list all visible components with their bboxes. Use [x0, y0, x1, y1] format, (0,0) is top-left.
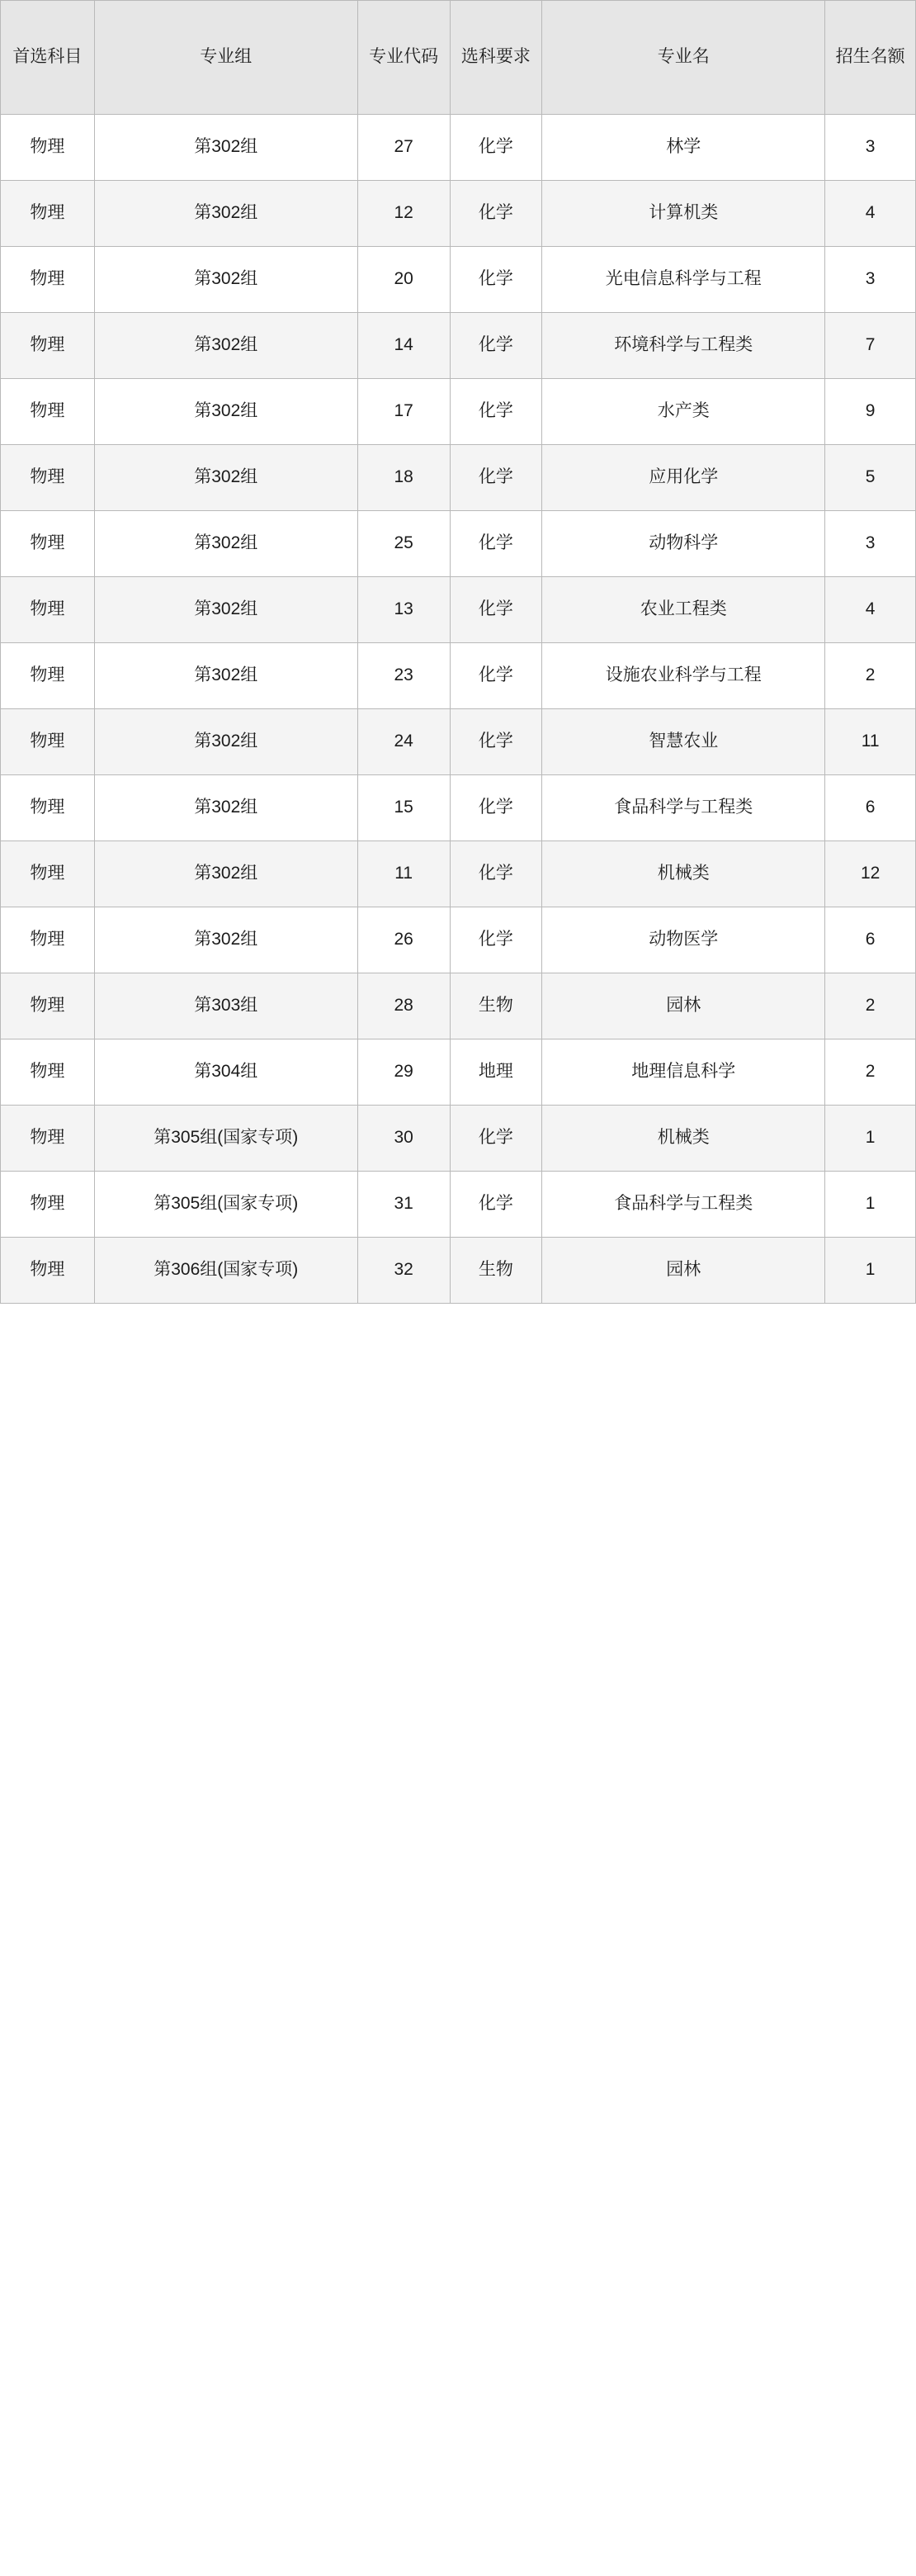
cell-major: 食品科学与工程类 [542, 775, 825, 841]
cell-major: 农业工程类 [542, 577, 825, 643]
table-row [1, 1039, 916, 1106]
table-row [1, 907, 916, 973]
cell-major: 食品科学与工程类 [542, 1172, 825, 1238]
table-header-row [1, 1, 916, 115]
cell-code: 23 [357, 643, 450, 709]
cell-subject: 物理 [1, 577, 95, 643]
cell-quota: 4 [825, 181, 916, 247]
cell-requirement: 化学 [450, 247, 542, 313]
cell-group: 第302组 [94, 907, 357, 973]
cell-requirement: 化学 [450, 775, 542, 841]
cell-quota: 3 [825, 247, 916, 313]
table-row [1, 313, 916, 379]
cell-group: 第302组 [94, 709, 357, 775]
table-row [1, 775, 916, 841]
cell-quota: 5 [825, 445, 916, 511]
cell-major: 园林 [542, 973, 825, 1039]
table-row [1, 577, 916, 643]
cell-requirement: 化学 [450, 511, 542, 577]
table-row [1, 181, 916, 247]
cell-code: 17 [357, 379, 450, 445]
cell-subject: 物理 [1, 841, 95, 907]
cell-group: 第302组 [94, 577, 357, 643]
cell-quota: 3 [825, 115, 916, 181]
cell-requirement: 生物 [450, 1238, 542, 1304]
table-row [1, 1172, 916, 1238]
cell-major: 园林 [542, 1238, 825, 1304]
cell-major: 环境科学与工程类 [542, 313, 825, 379]
cell-code: 24 [357, 709, 450, 775]
cell-requirement: 化学 [450, 709, 542, 775]
cell-subject: 物理 [1, 973, 95, 1039]
table-row [1, 247, 916, 313]
cell-group: 第305组(国家专项) [94, 1172, 357, 1238]
table-header [1, 1, 916, 115]
cell-code: 13 [357, 577, 450, 643]
table-body [1, 115, 916, 1304]
cell-requirement: 生物 [450, 973, 542, 1039]
cell-quota: 4 [825, 577, 916, 643]
table-row [1, 1238, 916, 1304]
cell-group: 第302组 [94, 643, 357, 709]
cell-subject: 物理 [1, 907, 95, 973]
cell-group: 第302组 [94, 313, 357, 379]
cell-quota: 9 [825, 379, 916, 445]
cell-subject: 物理 [1, 1172, 95, 1238]
cell-quota: 11 [825, 709, 916, 775]
cell-subject: 物理 [1, 313, 95, 379]
cell-major: 林学 [542, 115, 825, 181]
cell-code: 14 [357, 313, 450, 379]
cell-code: 12 [357, 181, 450, 247]
table-row [1, 643, 916, 709]
cell-requirement: 化学 [450, 643, 542, 709]
cell-subject: 物理 [1, 709, 95, 775]
cell-requirement: 化学 [450, 313, 542, 379]
cell-code: 18 [357, 445, 450, 511]
cell-group: 第303组 [94, 973, 357, 1039]
cell-code: 15 [357, 775, 450, 841]
cell-major: 计算机类 [542, 181, 825, 247]
cell-major: 动物科学 [542, 511, 825, 577]
cell-subject: 物理 [1, 181, 95, 247]
cell-quota: 2 [825, 643, 916, 709]
cell-requirement: 化学 [450, 907, 542, 973]
cell-subject: 物理 [1, 1238, 95, 1304]
cell-code: 30 [357, 1106, 450, 1172]
column-header-code: 专业代码 [357, 1, 450, 115]
cell-code: 11 [357, 841, 450, 907]
cell-group: 第302组 [94, 841, 357, 907]
column-header-quota: 招生名额 [825, 1, 916, 115]
cell-major: 机械类 [542, 1106, 825, 1172]
cell-requirement: 化学 [450, 1106, 542, 1172]
cell-group: 第302组 [94, 379, 357, 445]
cell-code: 32 [357, 1238, 450, 1304]
cell-subject: 物理 [1, 643, 95, 709]
cell-subject: 物理 [1, 775, 95, 841]
cell-major: 智慧农业 [542, 709, 825, 775]
cell-code: 31 [357, 1172, 450, 1238]
table-row [1, 511, 916, 577]
cell-requirement: 化学 [450, 379, 542, 445]
cell-subject: 物理 [1, 445, 95, 511]
cell-group: 第305组(国家专项) [94, 1106, 357, 1172]
cell-quota: 1 [825, 1106, 916, 1172]
column-header-requirement: 选科要求 [450, 1, 542, 115]
table-row [1, 841, 916, 907]
table-row [1, 1106, 916, 1172]
cell-code: 25 [357, 511, 450, 577]
cell-quota: 3 [825, 511, 916, 577]
cell-quota: 1 [825, 1238, 916, 1304]
cell-subject: 物理 [1, 1039, 95, 1106]
cell-group: 第302组 [94, 511, 357, 577]
cell-subject: 物理 [1, 1106, 95, 1172]
cell-group: 第304组 [94, 1039, 357, 1106]
cell-requirement: 化学 [450, 181, 542, 247]
cell-requirement: 化学 [450, 445, 542, 511]
cell-code: 27 [357, 115, 450, 181]
cell-quota: 1 [825, 1172, 916, 1238]
cell-group: 第302组 [94, 775, 357, 841]
column-header-subject: 首选科目 [1, 1, 95, 115]
cell-requirement: 化学 [450, 841, 542, 907]
cell-major: 应用化学 [542, 445, 825, 511]
cell-quota: 2 [825, 1039, 916, 1106]
table-row [1, 973, 916, 1039]
cell-group: 第306组(国家专项) [94, 1238, 357, 1304]
table-row [1, 709, 916, 775]
cell-group: 第302组 [94, 247, 357, 313]
cell-quota: 12 [825, 841, 916, 907]
cell-group: 第302组 [94, 115, 357, 181]
cell-subject: 物理 [1, 115, 95, 181]
column-header-major: 专业名 [542, 1, 825, 115]
cell-major: 地理信息科学 [542, 1039, 825, 1106]
column-header-group: 专业组 [94, 1, 357, 115]
cell-code: 20 [357, 247, 450, 313]
cell-requirement: 化学 [450, 577, 542, 643]
cell-code: 28 [357, 973, 450, 1039]
cell-subject: 物理 [1, 511, 95, 577]
cell-major: 设施农业科学与工程 [542, 643, 825, 709]
cell-quota: 7 [825, 313, 916, 379]
cell-requirement: 化学 [450, 115, 542, 181]
table-row [1, 379, 916, 445]
cell-requirement: 化学 [450, 1172, 542, 1238]
cell-major: 水产类 [542, 379, 825, 445]
cell-subject: 物理 [1, 247, 95, 313]
cell-group: 第302组 [94, 181, 357, 247]
cell-group: 第302组 [94, 445, 357, 511]
cell-quota: 6 [825, 775, 916, 841]
cell-major: 光电信息科学与工程 [542, 247, 825, 313]
table-row [1, 445, 916, 511]
cell-code: 26 [357, 907, 450, 973]
cell-subject: 物理 [1, 379, 95, 445]
table-row [1, 115, 916, 181]
cell-quota: 6 [825, 907, 916, 973]
cell-major: 动物医学 [542, 907, 825, 973]
cell-major: 机械类 [542, 841, 825, 907]
cell-requirement: 地理 [450, 1039, 542, 1106]
cell-quota: 2 [825, 973, 916, 1039]
cell-code: 29 [357, 1039, 450, 1106]
